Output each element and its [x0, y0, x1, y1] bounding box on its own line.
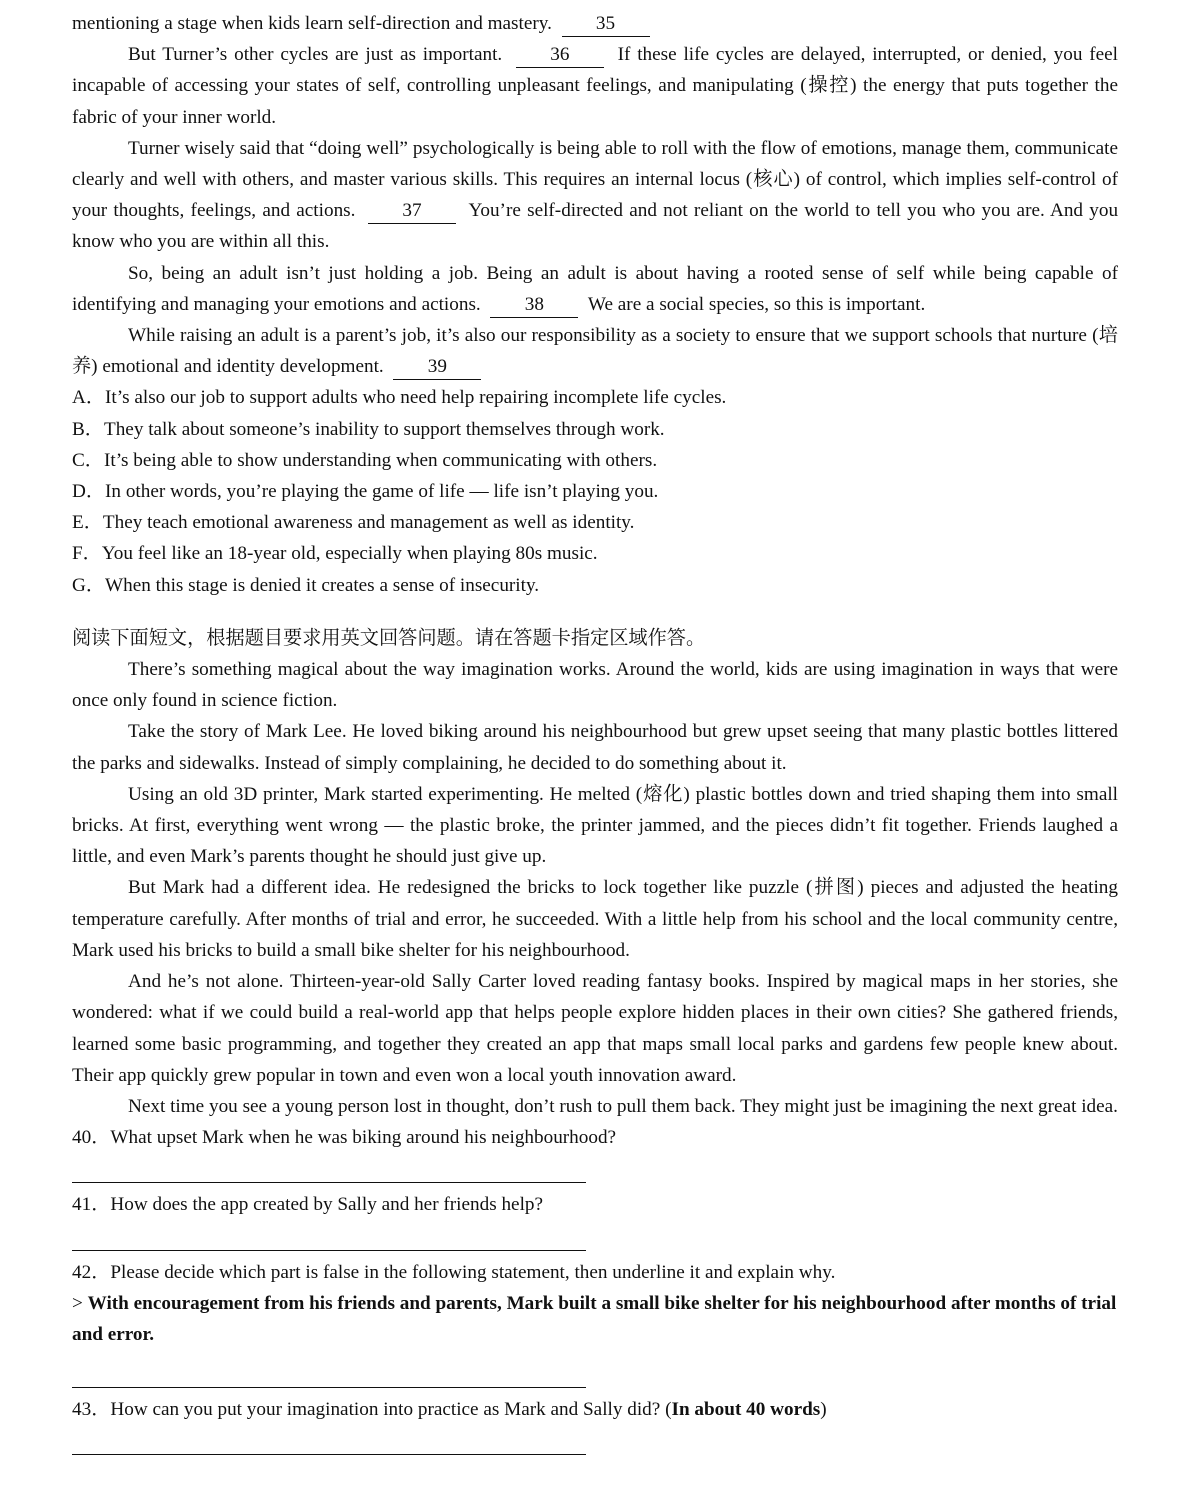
option-b: B．They talk about someone’s inability to support themselves through work.	[72, 418, 665, 440]
option-a: A．It’s also our job to support adults who need help repairing incomplete life cycles.	[72, 387, 727, 409]
option-g: G．When this stage is denied it creates a sense of insecurity.	[72, 574, 540, 596]
cloze-paragraph-1: mentioning a stage when kids learn self-direction and mastery. 35	[72, 8, 1118, 39]
cloze-paragraph-4: So, being an adult isn’t just holding a job. Being an adult is about having a rooted sense of self while being capable of identifying and managing your emotions and actions. 38 We are a social species, so this is important.	[72, 258, 1118, 320]
answer-line-42[interactable]	[72, 1350, 586, 1388]
cloze-paragraph-2: But Turner’s other cycles are just as important. 36 If these life cycles are delayed, interrupted, or denied, you feel incapable of accessing your states of self, controlling unpleasant feelings, and manipulating (操控) the energy that puts together the fabric of your inner world.	[72, 44, 1119, 128]
reading-paragraph: Using an old 3D printer, Mark started experimenting. He melted (熔化) plastic bottles down and tried shaping them into small bricks. At first, everything went wrong — the plastic broke, the printer jammed, and the pieces didn’t fit together. Friends laughed a little, and even Mark’s parents thought he should just give up.	[72, 783, 1118, 868]
blank-35: 35	[562, 12, 650, 37]
question-43: 43．How can you put your imagination into practice as Mark and Sally did? (In about 40 words)	[72, 1399, 827, 1421]
cloze-paragraph-3: Turner wisely said that “doing well” psychologically is being able to roll with the flow of emotions, manage them, communicate clearly and well with others, and master various skills. This requires an internal locus (核心) of control, which implies self-control of your thoughts, feelings, and actions. 37 You’re self-directed and not reliant on the world to tell you who you are. And you know who you are within all this.	[72, 137, 1119, 253]
blank-39: 39	[393, 355, 481, 380]
section-gap	[72, 601, 1118, 623]
option-f: F．You feel like an 18-year old, especially when playing 80s music.	[72, 543, 598, 565]
reading-instruction: 阅读下面短文，根据题目要求用英文回答问题。请在答题卡指定区域作答。	[72, 627, 706, 649]
question-42-statement: > With encouragement from his friends and parents, Mark built a small bike shelter for his neighbourhood after months of trial and error.	[72, 1292, 1117, 1345]
question-40: 40．What upset Mark when he was biking around his neighbourhood?	[72, 1127, 617, 1149]
reading-paragraph: And he’s not alone. Thirteen-year-old Sally Carter loved reading fantasy books. Inspired by magical maps in her stories, she wondered: what if we could build a real-world app that helps people explore hidden places in their own cities? She gathered friends, learned some basic programming, and together they created an app that maps small local parks and gardens few people knew about. Their app quickly grew popular in town and even won a local youth innovation award.	[72, 971, 1118, 1086]
blank-36: 36	[516, 43, 604, 68]
option-c: C．It’s being able to show understanding when communicating with others.	[72, 449, 658, 471]
blank-38: 38	[490, 293, 578, 318]
question-42: 42．Please decide which part is false in the following statement, then underline it and explain why.	[72, 1261, 836, 1283]
answer-line-40[interactable]	[72, 1153, 586, 1183]
exam-page	[72, 8, 1118, 1455]
reading-paragraph: But Mark had a different idea. He redesigned the bricks to lock together like puzzle (拼图) pieces and adjusted the heating temperature carefully. After months of trial and error, he succeeded. With a little help from his school and the local community centre, Mark used his bricks to build a small bike shelter for his neighbourhood.	[72, 877, 1118, 961]
answer-line-41[interactable]	[72, 1221, 586, 1251]
answer-line-43[interactable]	[72, 1425, 586, 1455]
reading-paragraph: Take the story of Mark Lee. He loved biking around his neighbourhood but grew upset seeing that many plastic bottles littered the parks and sidewalks. Instead of simply complaining, he decided to do something about it.	[72, 721, 1118, 774]
question-41: 41．How does the app created by Sally and her friends help?	[72, 1194, 544, 1216]
reading-paragraph: There’s something magical about the way imagination works. Around the world, kids are using imagination in ways that were once only found in science fiction.	[72, 659, 1118, 712]
option-d: D．In other words, you’re playing the game of life — life isn’t playing you.	[72, 481, 659, 503]
reading-paragraph: Next time you see a young person lost in thought, don’t rush to pull them back. They might just be imagining the next great idea.	[128, 1095, 1118, 1117]
cloze-paragraph-5: While raising an adult is a parent’s job, it’s also our responsibility as a society to ensure that we support schools that nurture (培养) emotional and identity development. 39	[72, 320, 1118, 382]
blank-37: 37	[368, 199, 456, 224]
option-e: E．They teach emotional awareness and management as well as identity.	[72, 512, 635, 534]
